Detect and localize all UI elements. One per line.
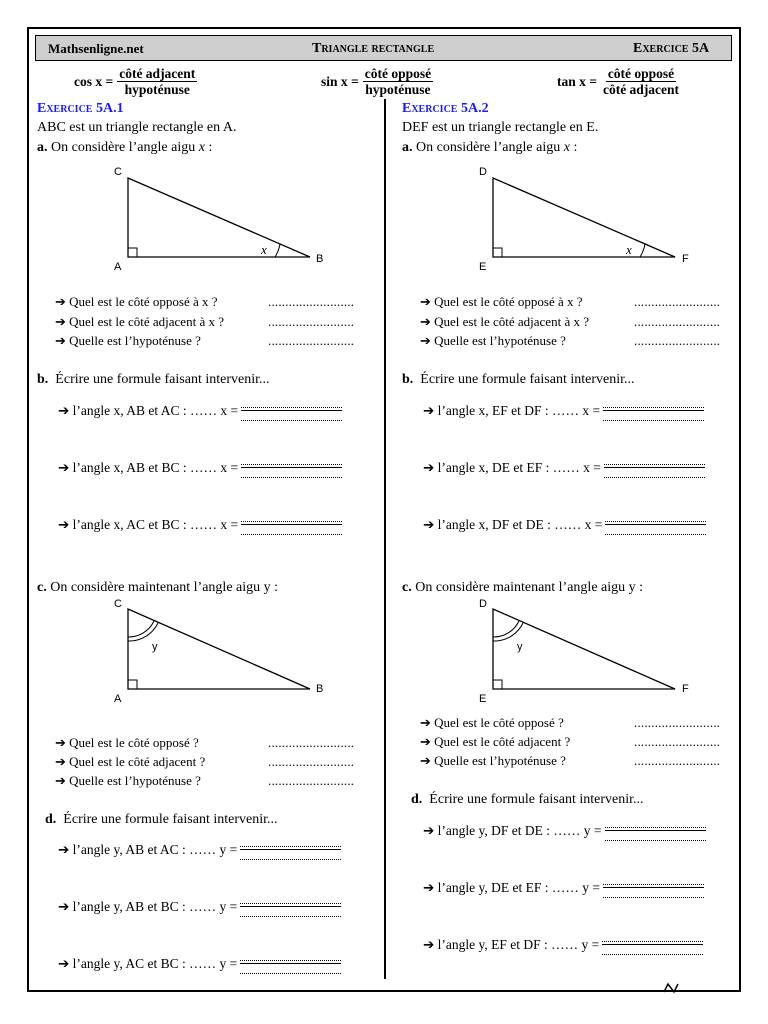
formula-row-left: ➔ l’angle x, AC et BC : …… x = — [58, 515, 342, 535]
vertex-label: C — [114, 166, 122, 178]
formula-row-right: ➔ l’angle y, DE et EF : …… y = — [423, 878, 704, 898]
formula-row-left: ➔ l’angle x, AB et AC : …… x = — [58, 401, 342, 421]
answer-blank[interactable]: ......................... — [268, 294, 355, 309]
vertex-label: D — [479, 598, 487, 610]
vertex-label: B — [316, 253, 324, 265]
cos-formula: cos x = $\frac{\text{côté adjacent}}{\text{hypoténuse}}$ — [74, 66, 196, 97]
vertex-label: E — [479, 261, 487, 273]
question-left: ➔ Quel est le côté adjacent ? — [55, 754, 206, 769]
fraction-blank[interactable] — [240, 954, 341, 974]
part-d-right: d. Écrire une formule faisant intervenir... — [411, 792, 644, 807]
question-left: ➔ Quelle est l’hypoténuse ? — [55, 773, 201, 788]
question-left: ➔ Quel est le côté adjacent à x ? — [55, 314, 224, 329]
fraction-blank[interactable] — [603, 878, 704, 898]
sin-formula: sin x = $\frac{\text{côté opposé}}{\text{hypoténuse}}$ — [321, 66, 432, 97]
site-name: Mathsenligne.net — [48, 41, 144, 56]
header-bar — [35, 35, 732, 61]
formula-row-right: ➔ l’angle y, EF et DF : …… y = — [423, 935, 703, 955]
part-a-right: a. On considère l’angle aigu x : — [402, 140, 578, 155]
triangle-abc-x — [110, 165, 330, 273]
vertex-label: D — [479, 166, 487, 178]
triangle-def-y — [475, 597, 695, 707]
fraction-blank[interactable] — [605, 821, 706, 841]
vertex-label: B — [316, 683, 324, 695]
answer-blank[interactable]: ......................... — [268, 773, 355, 788]
answer-blank[interactable]: ......................... — [634, 734, 721, 749]
fraction-blank[interactable] — [604, 458, 705, 478]
question-right: ➔ Quelle est l’hypoténuse ? — [420, 753, 566, 768]
formula-row-right: ➔ l’angle x, EF et DF : …… x = — [423, 401, 704, 421]
part-b-left: b. Écrire une formule faisant intervenir... — [37, 372, 270, 387]
question-right: ➔ Quelle est l’hypoténuse ? — [420, 333, 566, 348]
part-c-left: c. On considère maintenant l’angle aigu y : — [37, 580, 279, 595]
formula-row-right: ➔ l’angle x, DF et DE : …… x = — [423, 515, 706, 535]
exercise-title-left: Exercice 5A.1 — [37, 101, 124, 116]
intro-right: DEF est un triangle rectangle en E. — [402, 120, 599, 135]
angle-label: y — [152, 641, 158, 653]
formula-row-left: ➔ l’angle x, AB et BC : …… x = — [58, 458, 342, 478]
triangle-def-x — [475, 165, 695, 273]
vertex-label: E — [479, 693, 487, 705]
intro-left: ABC est un triangle rectangle en A. — [37, 120, 237, 135]
answer-blank[interactable]: ......................... — [268, 754, 355, 769]
page-turn-icon — [660, 980, 690, 998]
question-right: ➔ Quel est le côté opposé à x ? — [420, 294, 583, 309]
answer-blank[interactable]: ......................... — [268, 314, 355, 329]
question-left: ➔ Quel est le côté opposé à x ? — [55, 294, 218, 309]
answer-blank[interactable]: ......................... — [634, 314, 721, 329]
part-d-left: d. Écrire une formule faisant intervenir... — [45, 812, 278, 827]
column-divider — [384, 99, 386, 979]
formula-row-left: ➔ l’angle y, AB et AC : …… y = — [58, 840, 341, 860]
fraction-blank[interactable] — [602, 935, 703, 955]
answer-blank[interactable]: ......................... — [268, 735, 355, 750]
formula-row-left: ➔ l’angle y, AB et BC : …… y = — [58, 897, 341, 917]
triangle-abc-y — [110, 597, 330, 707]
tan-formula: tan x = $\frac{\text{côté opposé}}{\text{côté adjacent}}$ — [557, 66, 680, 97]
fraction-blank[interactable] — [240, 840, 341, 860]
formula-row-left: ➔ l’angle y, AC et BC : …… y = — [58, 954, 341, 974]
question-right: ➔ Quel est le côté opposé ? — [420, 715, 564, 730]
angle-label: x — [261, 242, 267, 257]
angle-label: y — [517, 641, 523, 653]
answer-blank[interactable]: ......................... — [268, 333, 355, 348]
question-right: ➔ Quel est le côté adjacent ? — [420, 734, 571, 749]
vertex-label: A — [114, 693, 122, 705]
page-title: Triangle rectangle — [312, 41, 435, 56]
fraction-blank[interactable] — [241, 458, 342, 478]
fraction-blank[interactable] — [603, 401, 704, 421]
fraction-blank[interactable] — [241, 401, 342, 421]
vertex-label: F — [682, 683, 689, 695]
vertex-label: C — [114, 598, 122, 610]
vertex-label: A — [114, 261, 122, 273]
answer-blank[interactable]: ......................... — [634, 753, 721, 768]
answer-blank[interactable]: ......................... — [634, 294, 721, 309]
formula-row-right: ➔ l’angle x, DE et EF : …… x = — [423, 458, 705, 478]
vertex-label: F — [682, 253, 689, 265]
part-c-right: c. On considère maintenant l’angle aigu y : — [402, 580, 644, 595]
formula-row-right: ➔ l’angle y, DF et DE : …… y = — [423, 821, 706, 841]
exercise-title-right: Exercice 5A.2 — [402, 101, 489, 116]
part-b-right: b. Écrire une formule faisant intervenir... — [402, 372, 635, 387]
exercise-id: Exercice 5A — [633, 41, 710, 56]
angle-label: x — [626, 242, 632, 257]
answer-blank[interactable]: ......................... — [634, 333, 721, 348]
fraction-blank[interactable] — [240, 897, 341, 917]
answer-blank[interactable]: ......................... — [634, 715, 721, 730]
part-a-left: a. On considère l’angle aigu x : — [37, 140, 213, 155]
question-left: ➔ Quelle est l’hypoténuse ? — [55, 333, 201, 348]
question-right: ➔ Quel est le côté adjacent à x ? — [420, 314, 589, 329]
fraction-blank[interactable] — [241, 515, 342, 535]
fraction-blank[interactable] — [605, 515, 706, 535]
question-left: ➔ Quel est le côté opposé ? — [55, 735, 199, 750]
